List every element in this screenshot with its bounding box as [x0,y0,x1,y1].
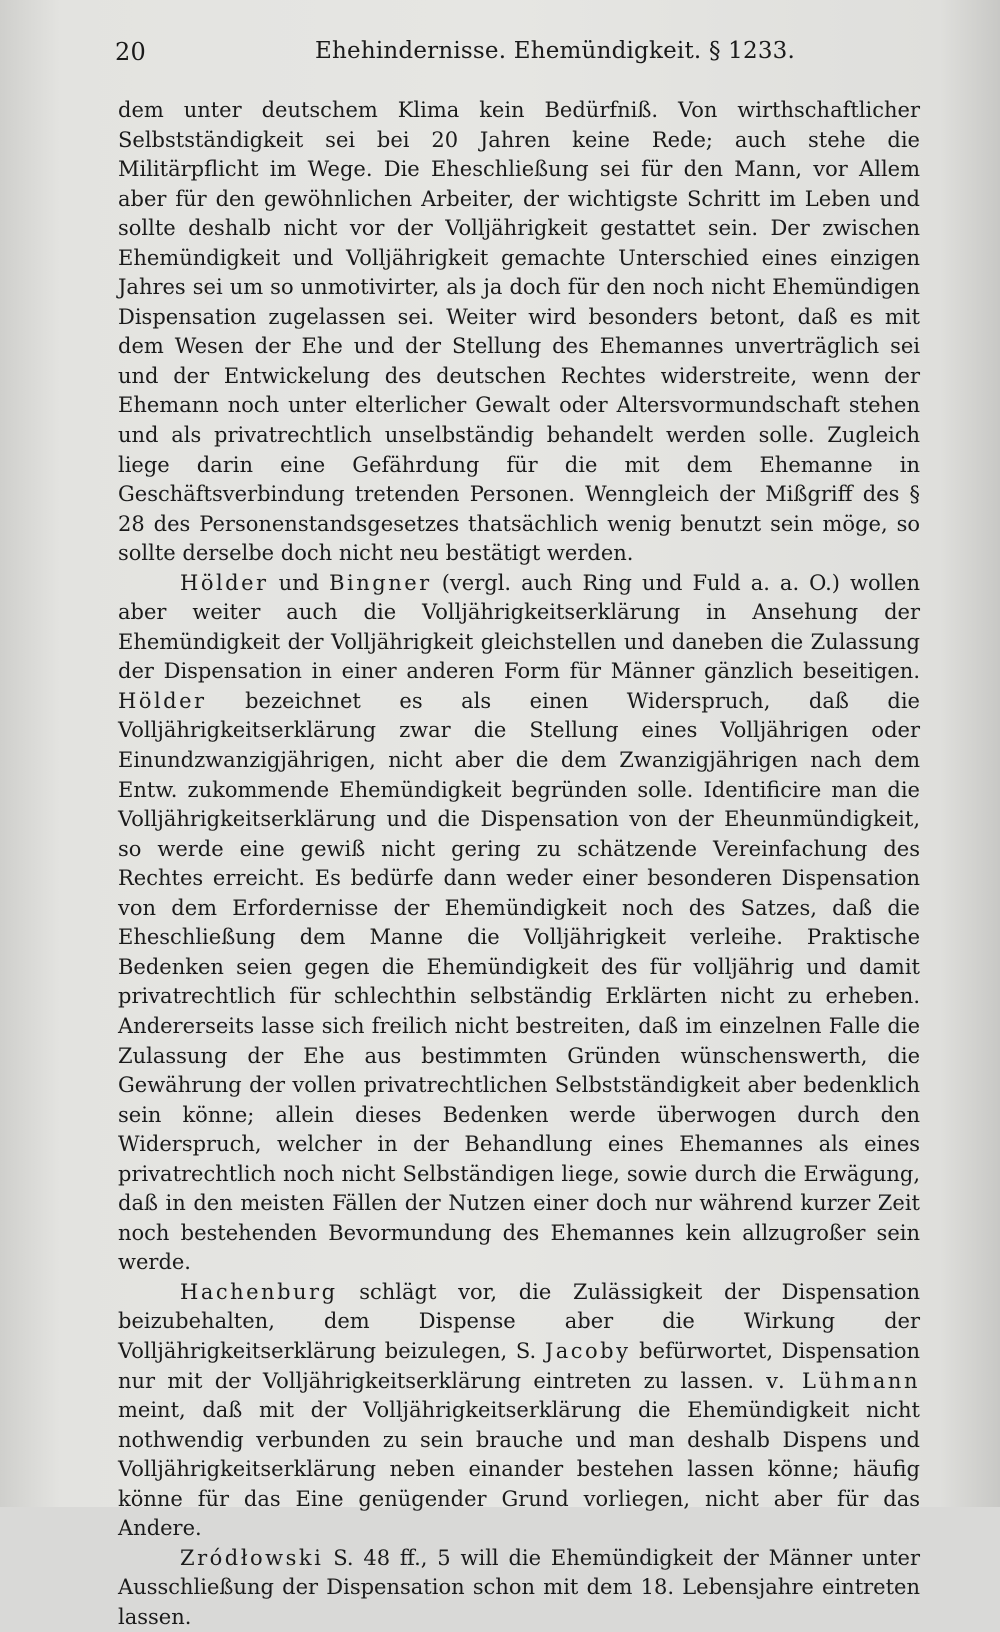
text-segment: und [268,570,330,595]
paragraph-1 [118,96,920,569]
body-text [118,96,920,1632]
running-head: Ehehindernisse. Ehemündigkeit. § 1233. [315,38,796,64]
author-name: Hachenburg [180,1279,338,1304]
author-name: Zródłowski [180,1545,324,1570]
text-segment: befürwortet, Dispensation nur mit der Volljährigkeitserklärung eintreten zu lassen. [118,1338,921,1393]
author-name: Bingner [329,570,432,595]
paragraph-3 [118,1278,920,1544]
author-name: Hölder [118,688,207,713]
text-segment: dem unter deutschem Klima kein Bedürfniß. Von wirthschaftlicher Selbstständigkeit sei bei 20 Jahren keine Rede; auch stehe die Militärpflicht im Wege. Die Eheschließung sei für den Mann, vor Allem aber für den gewöhnlichen Arbeiter, der wichtigste Schritt im Leben und sollte deshalb nicht vor der Volljährigkeit gestattet sein. Der zwischen Ehemündigkeit und Volljährigkeit gemachte Unterschied eines einzigen Jahres sei um so unmotivirter, als ja doch für den noch nicht Ehemündigen Dispensation zugelassen sei. Weiter wird besonders betont, daß es mit dem Wesen der Ehe und der Stellung des Ehemannes unverträglich sei und der Entwickelung des deutschen Rechtes widerstreite, wenn der Ehemann noch unter elterlicher Gewalt oder Altersvormundschaft stehen und als privatrechtlich unselbständig behandelt werden solle. Zugleich liege darin eine Gefährdung für die mit dem Ehemanne in Geschäftsverbindung tretenden Personen. Wenngleich der Mißgriff des § 28 des Personenstandsgesetzes thatsächlich wenig benutzt sein möge, so sollte derselbe doch nicht neu bestätigt werden. [118,98,920,566]
text-segment: schlägt vor, die Zulässigkeit der Dispensation beizubehalten, dem Dispense aber die Wirkung der Volljährigkeitserklärung beizulegen, S. [118,1279,920,1363]
paragraph-2 [118,569,920,1278]
page-header [115,38,920,74]
author-name: v. Lühmann [766,1368,920,1393]
page-number: 20 [115,38,146,66]
text-segment: bezeichnet es als einen Widerspruch, daß die Volljährigkeitserklärung zwar die Stellung eines Volljährigen oder Einundzwanzigjährigen, nicht aber die dem Zwanzigjährigen nach dem Entw. zukommende Ehemündigkeit begründen solle. Identificire man die Volljährigkeitserklärung und die Dispensation von der Eheunmündigkeit, so werde eine gewiß nicht gering zu schätzende Vereinfachung des Rechtes erreicht. Es bedürfe dann weder einer besonderen Dispensation von dem Erfordernisse der Ehemündigkeit noch des Satzes, daß die Eheschließung dem Manne die Volljährigkeit verleihe. Praktische Bedenken seien gegen die Ehemündigkeit des für volljährig und damit privatrechtlich für schlechthin selbständig Erklärten nicht zu erheben. Andererseits lasse sich freilich nicht bestreiten, daß im einzelnen Falle die Zulassung der Ehe aus bestimmten Gründen wünschenswerth, die Gewährung der vollen privatrechtlichen Selbstständigkeit aber bedenklich sein könne; allein dieses Bedenken werde überwogen durch den Widerspruch, welcher in der Behandlung eines Ehemannes als eines privatrechtlich noch nicht Selbständigen liege, sowie durch die Erwägung, daß in den meisten Fällen der Nutzen einer doch nur während kurzer Zeit noch bestehenden Bevormundung des Ehemannes kein allzugroßer sein werde. [118,688,920,1275]
text-segment: S. 48 ff., 5 will die Ehemündigkeit der Männer unter Ausschließung der Dispensation schon mit dem 18. Lebensjahre eintreten lassen. [118,1545,920,1629]
paragraph-4 [118,1544,920,1632]
author-name: Jacoby [544,1338,631,1363]
author-name: Hölder [180,570,269,595]
text-segment: meint, daß mit der Volljährigkeitserklärung die Ehemündigkeit nicht nothwendig verbunden zu sein brauche und man deshalb Dispens und Volljährigkeitserklärung neben einander bestehen lassen könne; häufig könne für das Eine genügender Grund vorliegen, nicht aber für das Andere. [118,1398,920,1541]
text-segment: (vergl. auch Ring und Fuld a. a. O.) wollen aber weiter auch die Volljährigkeitserklärung in Ansehung der Ehemündigkeit der Volljährigkeit gleichstellen und daneben die Zulassung der Dispensation in einer anderen Form für Männer gänzlich beseitigen. [118,570,920,684]
